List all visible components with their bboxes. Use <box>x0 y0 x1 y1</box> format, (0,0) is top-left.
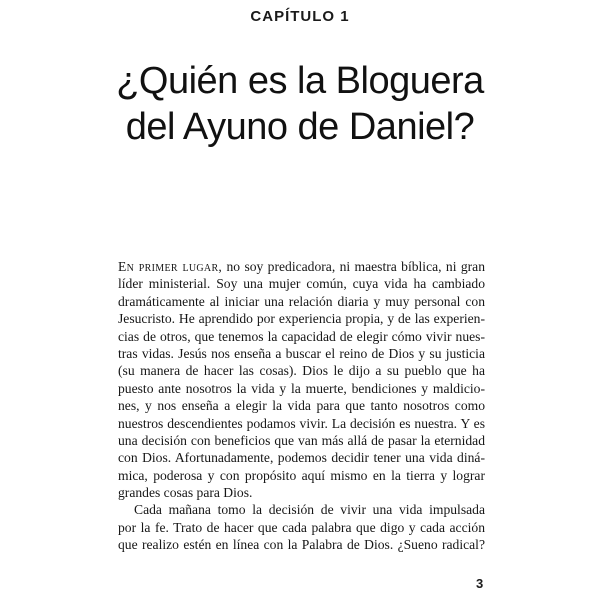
body-line: mica, poderosa y con propósito aquí mismo en la tierra y lograr <box>118 467 485 483</box>
body-line: nes, y nos enseña a elegir la vida para que tanto nosotros como <box>118 398 485 414</box>
body-line: grandes cosas para Dios. <box>118 485 253 501</box>
body-line: Jesucristo. He aprendido por experiencia propia, y de las experien- <box>118 311 485 327</box>
body-line: por la fe. Trato de hacer que cada palabra que digo y cada acción <box>118 519 485 535</box>
body-line: cias de otros, que tenemos la capacidad de elegir cómo vivir nues- <box>118 328 485 344</box>
body-line: que realizo estén en línea con la Palabra de Dios. ¿Sueno radical? <box>118 537 485 553</box>
body-line: puesto ante nosotros la vida y la muerte, bendiciones y maldicio- <box>118 380 485 396</box>
body-line-text: no soy predicadora, ni maestra bíblica, ni gran <box>222 259 485 274</box>
chapter-label: CAPÍTULO 1 <box>250 8 350 25</box>
body-line: con Dios. Afortunadamente, podemos decidir tener una vida diná- <box>118 450 485 466</box>
body-line: tras vidas. Jesús nos enseña a buscar el reino de Dios y su justicia <box>118 345 485 361</box>
chapter-title <box>0 58 600 150</box>
chapter-title-line: ¿Quién es la Bloguera <box>116 60 484 102</box>
body-line: una decisión con beneficios que van más allá de pasar la eternidad <box>118 432 485 448</box>
body-line: nuestros descendientes podamos vivir. La decisión es nuestra. Y es <box>118 415 485 431</box>
body-line: (su manera de hacer las cosas). Dios le dijo a su pueblo que ha <box>118 363 485 379</box>
body-line: Cada mañana tomo la decisión de vivir una vida impulsada <box>134 502 485 518</box>
page-number: 3 <box>476 576 484 591</box>
chapter-title-line: del Ayuno de Daniel? <box>125 106 475 148</box>
body-line: líder ministerial. Soy una mujer común, cuya vida ha cambiado <box>118 276 485 292</box>
body-line <box>118 258 485 275</box>
lead-in: En primer lugar, <box>118 259 223 274</box>
body-text <box>118 258 485 554</box>
body-line: dramáticamente al iniciar una relación diaria y muy personal con <box>118 293 485 309</box>
